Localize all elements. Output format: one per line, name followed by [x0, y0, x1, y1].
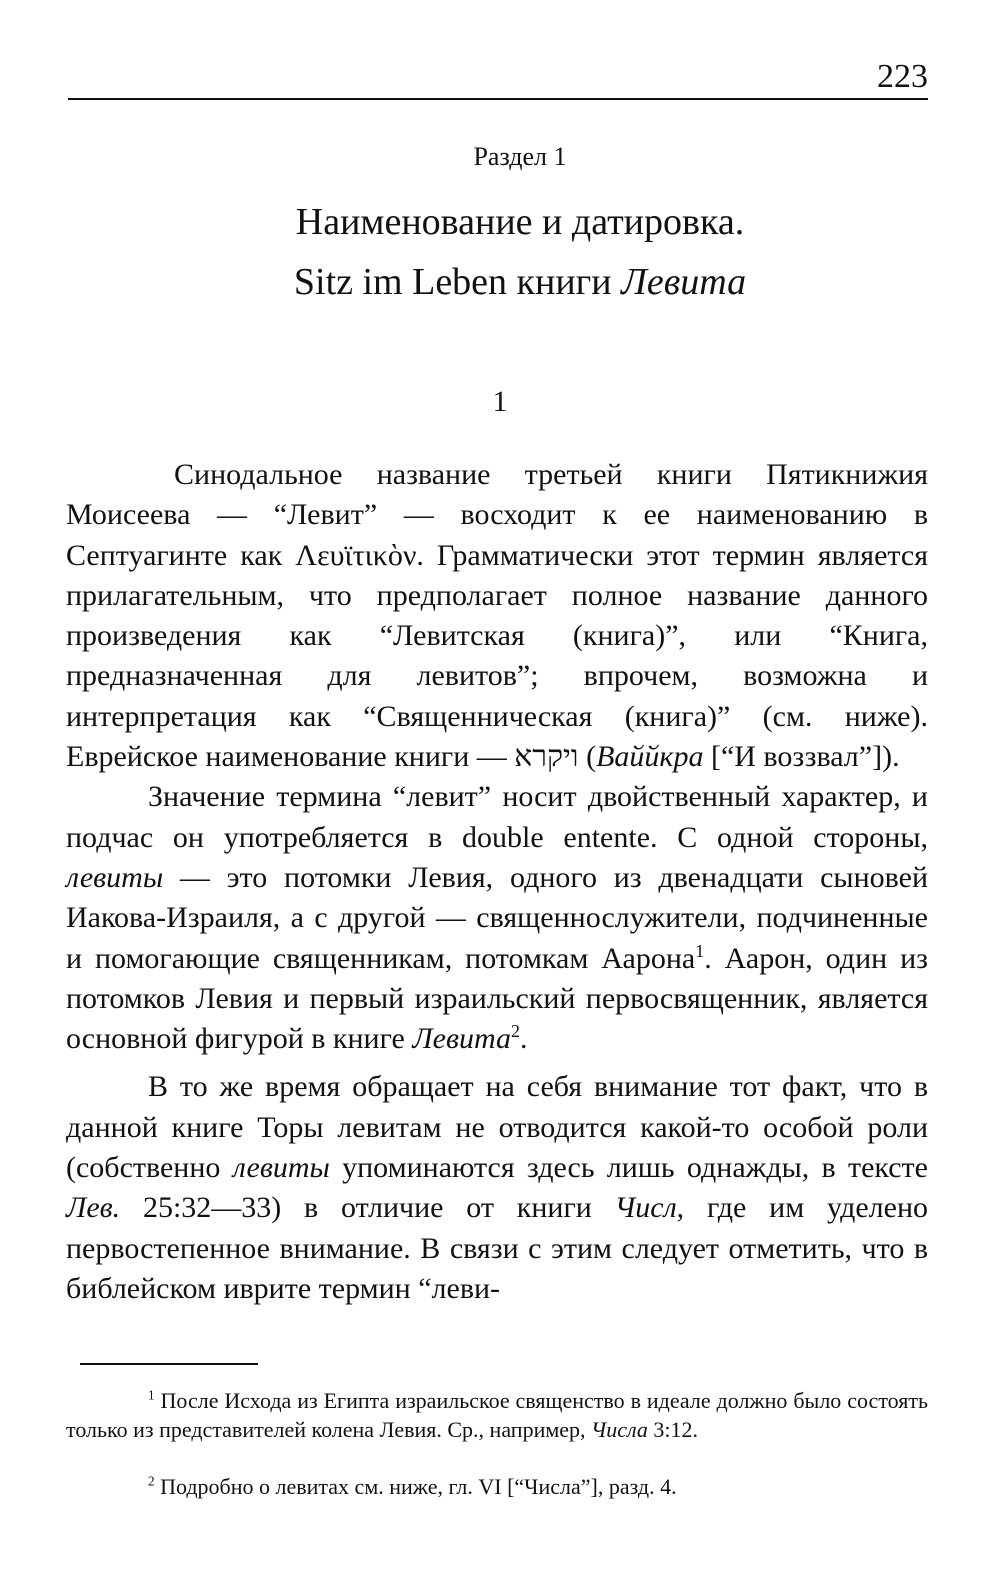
p2-italic-b: левиты	[66, 860, 164, 894]
p2-text-c: — это потомки Левия, одного из двенадцати сыновей Иакова-Израиля, а с другой — священнослужители, подчиненные и помогающие священникам, потомкам Аарона	[66, 860, 928, 975]
header-rule	[68, 98, 928, 100]
p3-italic-f: Числ	[614, 1191, 677, 1225]
p3-italic-b: левиты	[232, 1151, 330, 1185]
subsection-number: 1	[492, 385, 508, 418]
p1-text-a: Синодальное название третьей книги Пятикнижия Моисеева — “Левит” — восходит к ее наименованию в Септуагинте как Λευϊτικὸν. Грамматически этот термин является прилагательным, что предполагает полное название данного произведения как “Левитская (книга)”, или “Книга, предназначенная для левитов”; впрочем, возможна и интерпретация как “Священническая (книга)” (см. ниже). Еврейское наименование книги — ויקרא (	[66, 458, 928, 774]
footnote-1-text-a: После Исхода из Египта израильское священство в идеале должно было состоять только из представителей колена Левия. Ср., например,	[66, 1388, 928, 1442]
title-line-2-italic: Левита	[621, 261, 747, 303]
p2-italic-e: Левита	[412, 1022, 512, 1056]
footnote-rule	[80, 1363, 258, 1365]
title-line-2	[40, 252, 1000, 312]
footnote-1-text-c: 3:12.	[647, 1417, 698, 1442]
p2-text-f: .	[520, 1022, 528, 1056]
paragraph-3	[66, 1067, 928, 1309]
paragraph-1	[66, 455, 928, 777]
footnote-1-mark: 1	[148, 1387, 155, 1403]
p3-text-a: В то же время обращает на себя внимание тот факт, что в данной книге Торы левитам не отводится какой-то особой роли (собственно	[66, 1070, 928, 1185]
paragraph-2	[66, 777, 928, 1059]
p2-text-d: . Аарон, один из потомков Левия и первый израильский первосвященник, является основной фигурой в книге	[66, 941, 928, 1056]
p2-text-a: Значение термина “левит” носит двойственный характер, и подчас он употребляется в double entente. С одной стороны,	[66, 780, 928, 854]
p3-italic-d: Лев.	[66, 1191, 121, 1225]
title-line-1: Наименование и датировка.	[295, 201, 745, 243]
p1-text-c: [“И воззвал”]).	[703, 740, 900, 774]
chapter-title	[0, 192, 1000, 312]
footnote-2-mark: 2	[148, 1473, 155, 1489]
footnote-1-italic: Числа	[591, 1417, 648, 1442]
footnote-2-text: Подробно о левитах см. ниже, гл. VI [“Числа”], разд. 4.	[154, 1474, 677, 1499]
page-number: 223	[877, 58, 928, 95]
section-label: Раздел 1	[473, 142, 567, 171]
footnote-ref-1[interactable]: 1	[695, 940, 705, 961]
footnote-1	[66, 1386, 928, 1444]
p3-text-c: упоминаются здесь лишь однажды, в тексте	[329, 1151, 928, 1185]
body-text	[66, 455, 928, 1309]
footnote-2	[66, 1472, 928, 1501]
footnote-ref-2[interactable]: 2	[511, 1021, 521, 1042]
p3-text-g: , где им уделено первостепенное внимание. В связи с этим следует отметить, что в библейском иврите термин “леви-	[66, 1191, 928, 1305]
p1-italic: Ваййкра	[596, 740, 704, 774]
p3-text-e: 25:32—33) в отличие от книги	[120, 1191, 615, 1225]
title-line-2-text: Sitz im Leben книги	[293, 261, 622, 303]
